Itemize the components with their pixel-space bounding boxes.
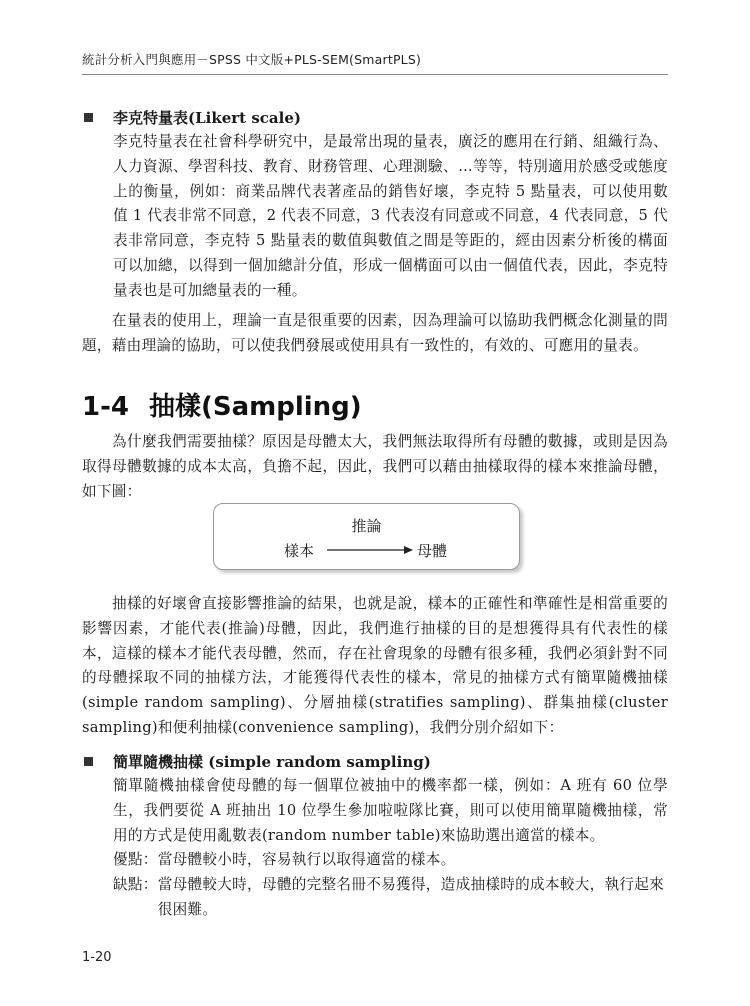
- srs-heading: [82, 750, 668, 774]
- diagram-label-population: 母體: [417, 542, 448, 560]
- sampling-paragraph: 抽樣的好壞會直接影響推論的結果，也就是說，樣本的正確性和準確性是相當重要的影響因素，才能代表(推論)母體，因此，我們進行抽樣的目的是想獲得具有代表性的樣本，這樣的樣本才能代表母體，然而，存在社會現象的母體有很多種，我們必須針對不同的母體採取不同的抽樣方法，才能獲得代表性的樣本，常見的抽樣方式有簡單隨機抽樣(simple random sampling)、分層抽樣(stratifies sampling)、群集抽樣(cluster sampling)和便利抽樣(convenience sampling)，我們分別介紹如下：: [82, 595, 668, 736]
- srs-body: 簡單隨機抽樣會使母體的每一個單位被抽中的機率都一樣，例如：A 班有 60 位學生，我們要從 A 班抽出 10 位學生參加啦啦隊比賽，則可以使用簡單隨機抽樣，常用的方式是使用亂數表(random number table)來協助選出適當的樣本。: [113, 777, 668, 844]
- running-header: 統計分析入門與應用－SPSS 中文版+PLS-SEM(SmartPLS): [82, 52, 422, 67]
- srs-con: [113, 873, 668, 923]
- srs-title: 簡單隨機抽樣 (simple random sampling): [113, 753, 431, 771]
- srs-pro: [113, 848, 668, 873]
- likert-section: [82, 106, 668, 304]
- likert-heading: [82, 106, 668, 130]
- section-title: 抽樣(Sampling): [148, 392, 362, 422]
- intro-paragraph: 為什麼我們需要抽樣？原因是母體太大，我們無法取得所有母體的數據，或則是因為取得母體數據的成本太高，負擔不起，因此，我們可以藉由抽樣取得的樣本來推論母體，如下圖：: [82, 433, 668, 500]
- square-bullet-icon: [84, 757, 93, 766]
- header-divider: [82, 74, 668, 75]
- section-heading: [82, 386, 362, 423]
- square-bullet-icon: [84, 113, 93, 122]
- section-number: 1-4: [82, 392, 129, 422]
- srs-section: [82, 750, 668, 923]
- theory-block: [82, 309, 668, 359]
- pro-text: 當母體較小時，容易執行以取得適當的樣本。: [157, 851, 456, 869]
- con-label: 缺點：: [113, 876, 158, 894]
- intro-block: [82, 430, 668, 504]
- page-number: 1-20: [82, 950, 112, 965]
- likert-body: 李克特量表在社會科學研究中，是最常出現的量表，廣泛的應用在行銷、組織行為、人力資源、學習科技、教育、財務管理、心理測驗、…等等，特別適用於感受或態度上的衡量，例如：商業品牌代表著產品的銷售好壞，李克特 5 點量表，可以使用數值 1 代表非常不同意，2 代表不同意，3 代表沒有同意或不同意，4 代表同意，5 代表非常同意，李克特 5 點量表的數值與數值之間是等距的，經由因素分析後的構面可以加總，以得到一個加總計分值，形成一個構面可以由一個值代表，因此，李克特量表也是可加總量表的一種。: [113, 133, 668, 299]
- inference-diagram: [213, 503, 520, 570]
- diagram-label-sample: 樣本: [284, 542, 315, 560]
- diagram-label-inference: 推論: [351, 517, 382, 535]
- theory-paragraph: 在量表的使用上，理論一直是很重要的因素，因為理論可以協助我們概念化測量的問題，藉由理論的協助，可以使我們發展或使用具有一致性的，有效的、可應用的量表。: [82, 312, 668, 354]
- con-text: 當母體較大時，母體的完整名冊不易獲得，造成抽樣時的成本較大，執行起來很困難。: [157, 876, 665, 918]
- sampling-block: [82, 592, 668, 741]
- arrow-right-icon: [327, 544, 413, 556]
- pro-label: 優點：: [113, 851, 158, 869]
- likert-title: 李克特量表(Likert scale): [113, 109, 301, 127]
